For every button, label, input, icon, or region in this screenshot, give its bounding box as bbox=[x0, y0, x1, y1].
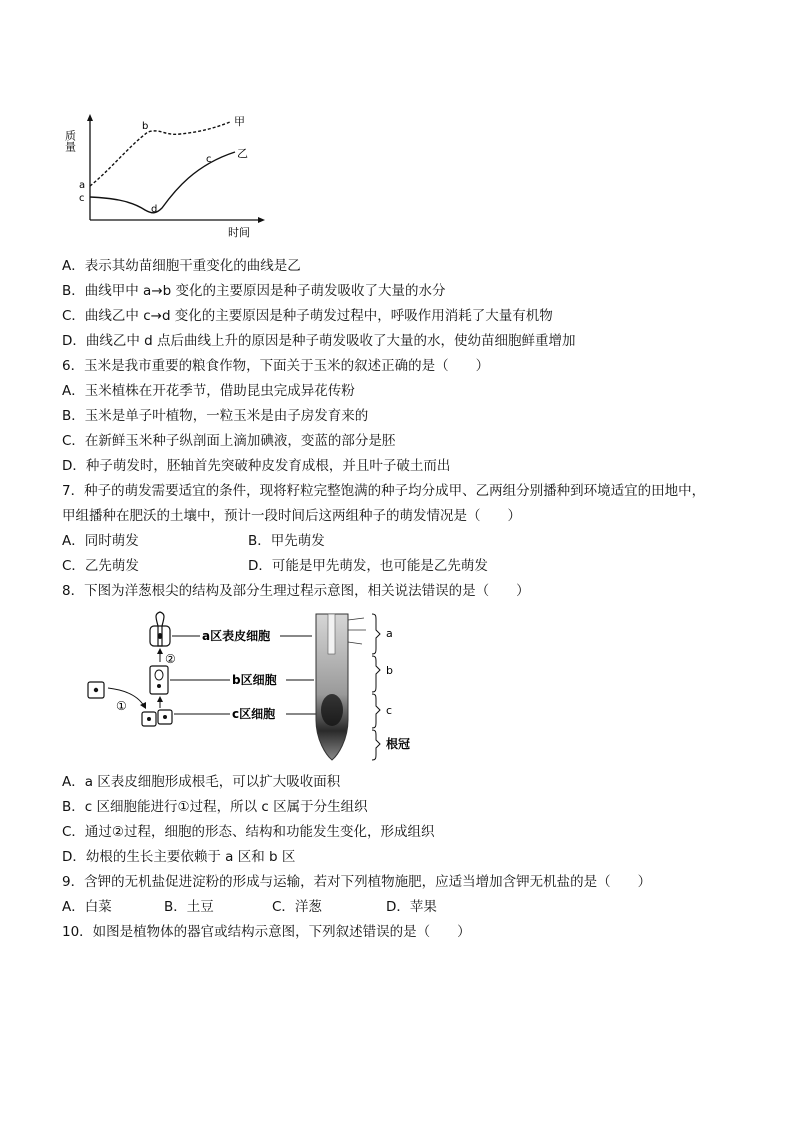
q6-option-a: A．玉米植株在开花季节，借助昆虫完成异花传粉 bbox=[62, 383, 355, 399]
b-zone-cell-icon bbox=[150, 666, 168, 694]
q7-stem-line2: 甲组播种在肥沃的土壤中，预计一段时间后这两组种子的萌发情况是（ ） bbox=[62, 508, 521, 524]
point-c-label: c bbox=[79, 193, 85, 204]
q9-option-d: D．苹果 bbox=[386, 899, 437, 915]
zone-b-label: b bbox=[386, 664, 393, 677]
process-2-label: ② bbox=[165, 652, 176, 666]
q10-stem: 10．如图是植物体的器官或结构示意图，下列叙述错误的是（ ） bbox=[62, 924, 471, 940]
root-hair-1 bbox=[348, 618, 364, 620]
c-zone-cell-label: c区细胞 bbox=[232, 707, 276, 721]
y-axis-arrow bbox=[87, 114, 93, 121]
point-d-label: d bbox=[151, 204, 158, 215]
zone-c-label: c bbox=[386, 704, 393, 717]
mass-time-figure bbox=[60, 110, 270, 240]
process-2-arrowhead bbox=[157, 648, 163, 654]
q8-option-c: C．通过②过程，细胞的形态、结构和功能发生变化，形成组织 bbox=[62, 824, 435, 840]
q8-option-a: A．a 区表皮细胞形成根毛，可以扩大吸收面积 bbox=[62, 774, 341, 790]
x-axis-arrow bbox=[258, 217, 265, 223]
q9-option-a: A．白菜 bbox=[62, 899, 112, 915]
q7-option-b: B．甲先萌发 bbox=[248, 533, 325, 549]
q8-stem: 8．下图为洋葱根尖的结构及部分生理过程示意图，相关说法错误的是（ ） bbox=[62, 583, 530, 599]
q5-option-c: C．曲线乙中 c→d 变化的主要原因是种子萌发过程中，呼吸作用消耗了大量有机物 bbox=[62, 308, 553, 324]
q7-stem-line1: 7．种子的萌发需要适宜的条件，现将籽粒完整饱满的种子均分成甲、乙两组分别播种到环境适宜的田地中， bbox=[62, 483, 706, 499]
y-axis-label: 质量 bbox=[63, 130, 77, 152]
b-zone-cell-label: b区细胞 bbox=[232, 673, 277, 687]
q6-option-c: C．在新鲜玉米种子纵剖面上滴加碘液，变蓝的部分是胚 bbox=[62, 433, 396, 449]
x-axis-label: 时间 bbox=[228, 226, 250, 239]
q9-option-b: B．土豆 bbox=[164, 899, 214, 915]
point-b-label: b bbox=[142, 121, 149, 132]
process-1-arrowhead bbox=[140, 702, 146, 709]
bracket-b bbox=[372, 656, 380, 692]
q9-option-c: C．洋葱 bbox=[272, 899, 322, 915]
root-hair-3 bbox=[348, 642, 362, 644]
root-tip-stele bbox=[328, 614, 335, 654]
point-c2-label: c bbox=[206, 154, 212, 165]
curve-yi-label: 乙 bbox=[237, 147, 248, 160]
a-zone-cell-label: a区表皮细胞 bbox=[202, 629, 271, 643]
q7-option-c: C．乙先萌发 bbox=[62, 558, 139, 574]
q9-stem: 9．含钾的无机盐促进淀粉的形成与运输，若对下列植物施肥，应适当增加含钾无机盐的是（ ） bbox=[62, 874, 652, 890]
q8-option-b: B．c 区细胞能进行①过程，所以 c 区属于分生组织 bbox=[62, 799, 368, 815]
zone-a-label: a bbox=[386, 627, 393, 640]
bracket-c bbox=[372, 694, 380, 728]
a-zone-cell-icon bbox=[150, 612, 170, 646]
zone-cap-label: 根冠 bbox=[386, 737, 411, 751]
bracket-cap bbox=[372, 730, 380, 760]
root-tip-figure bbox=[80, 610, 420, 765]
q8-option-d: D．幼根的生长主要依赖于 a 区和 b 区 bbox=[62, 849, 296, 865]
curve-yi bbox=[90, 152, 235, 213]
curve-jia-label: 甲 bbox=[234, 115, 245, 128]
q6-option-b: B．玉米是单子叶植物，一粒玉米是由子房发育来的 bbox=[62, 408, 369, 424]
c-zone-cells-icon bbox=[142, 710, 172, 726]
q5-option-a: A．表示其幼苗细胞干重变化的曲线是乙 bbox=[62, 258, 301, 274]
q7-option-d: D．可能是甲先萌发，也可能是乙先萌发 bbox=[248, 558, 488, 574]
q6-stem: 6．玉米是我市重要的粮食作物，下面关于玉米的叙述正确的是（ ） bbox=[62, 358, 490, 374]
q7-option-a: A．同时萌发 bbox=[62, 533, 139, 549]
single-cell-nucleus bbox=[94, 688, 98, 692]
q6-option-d: D．种子萌发时，胚轴首先突破种皮发育成根，并且叶子破土而出 bbox=[62, 458, 451, 474]
bracket-a bbox=[372, 614, 380, 654]
point-a-label: a bbox=[79, 180, 86, 191]
q5-option-d: D．曲线乙中 d 点后曲线上升的原因是种子萌发吸收了大量的水，使幼苗细胞鲜重增加 bbox=[62, 333, 576, 349]
root-tip-meristem bbox=[321, 694, 343, 726]
c-to-b-arrowhead bbox=[157, 696, 163, 702]
q5-option-b: B．曲线甲中 a→b 变化的主要原因是种子萌发吸收了大量的水分 bbox=[62, 283, 446, 299]
process-1-label: ① bbox=[116, 699, 127, 713]
